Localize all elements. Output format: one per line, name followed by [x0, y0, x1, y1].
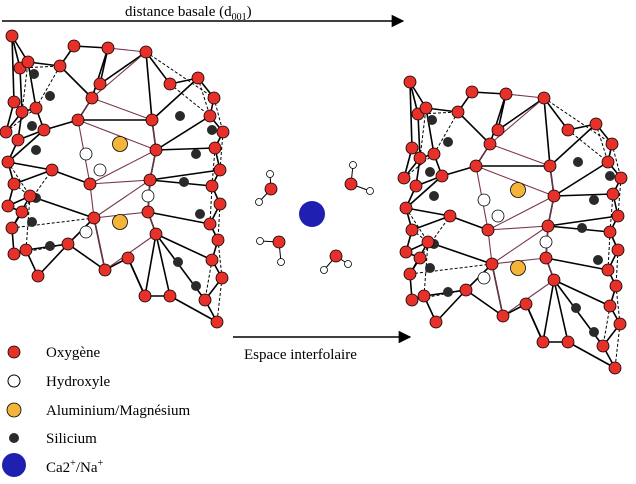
oxygen-atom [144, 174, 156, 186]
aluminium-magnesium-atom [511, 261, 526, 276]
bond-line [12, 218, 94, 228]
legend-item-calcium-sodium [2, 453, 103, 477]
interlayer-space-label: Espace interfolaire [244, 347, 357, 363]
oxygen-atom [548, 190, 560, 202]
legend-item-hydroxyl [8, 374, 110, 390]
silicon-atom [443, 137, 453, 147]
oxygen-atom [428, 148, 440, 160]
bond-line [36, 66, 60, 108]
oxygen-atom [146, 114, 158, 126]
oxygen-atom [406, 294, 418, 306]
legend-label-oxygen: Oxygène [46, 345, 101, 361]
bond-line [554, 280, 610, 306]
hydroxyl-atom [492, 210, 504, 222]
silicon-atom [175, 111, 185, 121]
aluminium-magnesium-atom [511, 183, 526, 198]
hydroxyl-atom [142, 190, 154, 202]
oxygen-atom [6, 222, 18, 234]
silicon-atom [589, 327, 599, 337]
clay-sheet-left [0, 30, 229, 328]
hydroxyl-atom [80, 226, 92, 238]
oxygen-atom [217, 126, 229, 138]
silicon-atom [191, 281, 201, 291]
silicon-atom [427, 115, 437, 125]
oxygen-atom [400, 202, 412, 214]
svg-text:Ca2+/Na+ [46, 458, 103, 476]
oxygen-atom [46, 164, 58, 176]
oxygen-atom [422, 236, 434, 248]
oxygen-dot-icon [8, 346, 20, 358]
oxygen-atom [544, 160, 556, 172]
oxygen-atom [418, 290, 430, 302]
interlayer-content [256, 162, 374, 274]
silicon-atom [589, 195, 599, 205]
silicon-atom [45, 91, 55, 101]
oxygen-atom [214, 198, 226, 210]
oxygen-atom [610, 280, 622, 292]
bond-line [170, 84, 210, 116]
legend-label-ion-sup1: + [70, 458, 76, 469]
oxygen-atom [208, 92, 220, 104]
oxygen-atom [460, 284, 472, 296]
silicon-atom [573, 157, 583, 167]
oxygen-atom [150, 144, 162, 156]
oxygen-atom [414, 252, 426, 264]
bond-line [8, 162, 52, 170]
bond-line [60, 66, 92, 98]
oxygen-atom [612, 244, 624, 256]
oxygen-atom [32, 270, 44, 282]
oxygen-atom [16, 106, 28, 118]
bond-line [554, 194, 613, 196]
silicon-atom [207, 125, 217, 135]
oxygen-atom [602, 156, 614, 168]
bond-line [146, 52, 214, 98]
oxygen-atom [204, 110, 216, 122]
bond-line [544, 98, 550, 166]
silicon-atom [429, 191, 439, 201]
oxygen-atom [602, 264, 614, 276]
silicon-atom [27, 217, 37, 227]
oxygen-atom [6, 30, 18, 42]
oxygen-atom [12, 134, 24, 146]
legend-label-ion-main: Ca2 [46, 460, 71, 476]
bond-line [406, 208, 450, 216]
oxygen-atom [68, 40, 80, 52]
oxygen-atom [597, 340, 609, 352]
hydroxyl-dot-icon [8, 375, 20, 387]
oxygen-atom [94, 78, 106, 90]
oxygen-atom [470, 160, 482, 172]
oxygen-atom [406, 224, 418, 236]
silicon-atom [29, 69, 39, 79]
oxygen-atom [102, 42, 114, 54]
bond-line [145, 234, 156, 296]
oxygen-atom [192, 72, 204, 84]
clay-sheet-right [398, 76, 627, 374]
legend-label-silicon: Silicium [46, 431, 97, 447]
oxygen-atom [404, 268, 416, 280]
hydroxyl-atom [80, 148, 92, 160]
bond-line [568, 130, 608, 162]
silicon-dot-icon [9, 433, 19, 443]
oxygen-atom [84, 178, 96, 190]
oxygen-atom [8, 178, 20, 190]
legend-label-hydroxyl: Hydroxyle [46, 374, 111, 390]
legend-label-ion-mid: /Na [75, 460, 98, 476]
oxygen-atom [486, 258, 498, 270]
legend-item-silicon [9, 431, 97, 447]
basal-distance-label: distance basale (d [125, 4, 232, 20]
oxygen-atom [140, 46, 152, 58]
silicon-atom [31, 145, 41, 155]
water-molecule [321, 250, 352, 274]
oxygen-atom [142, 206, 154, 218]
oxygen-atom [22, 56, 34, 68]
oxygen-atom [540, 252, 552, 264]
oxygen-atom [562, 124, 574, 136]
oxygen-atom [542, 220, 554, 232]
silicon-atom [571, 303, 581, 313]
oxygen-atom [54, 60, 66, 72]
bond-line [498, 98, 544, 130]
oxygen-atom [398, 172, 410, 184]
hydroxyl-atom [478, 194, 490, 206]
oxygen-atom [209, 142, 221, 154]
silicon-atom [45, 241, 55, 251]
oxygen-atom [164, 78, 176, 90]
oxygen-atom [537, 336, 549, 348]
oxygen-atom [410, 180, 422, 192]
oxygen-atom [604, 300, 616, 312]
interlayer-space-arrow [233, 337, 410, 363]
oxygen-atom [139, 290, 151, 302]
oxygen-atom [609, 362, 621, 374]
oxygen-atom [8, 96, 20, 108]
oxygen-atom [406, 142, 418, 154]
oxygen-atom [615, 172, 627, 184]
water-molecule [345, 162, 374, 195]
legend-item-aluminium-magnesium [7, 403, 190, 419]
oxygen-atom [452, 106, 464, 118]
bond-line [418, 114, 420, 158]
oxygen-atom [2, 156, 14, 168]
oxygen-atom [88, 212, 100, 224]
oxygen-atom [122, 252, 134, 264]
water-molecule [257, 236, 286, 266]
bond-line [68, 244, 105, 270]
aluminium-magnesium-atom [113, 137, 128, 152]
bond-line [156, 234, 212, 260]
legend-label-ion-sup2: + [97, 458, 104, 469]
bond-line [410, 264, 492, 274]
basal-distance-label-end: ) [246, 4, 252, 20]
oxygen-atom [420, 102, 432, 114]
silicon-atom [173, 257, 183, 267]
bond-line [466, 290, 503, 316]
silicon-atom [179, 177, 189, 187]
oxygen-atom [206, 254, 218, 266]
oxygen-atom [38, 124, 50, 136]
bond-line [90, 180, 150, 184]
silicon-atom [593, 255, 603, 265]
oxygen-atom [612, 210, 624, 222]
legend [2, 345, 190, 477]
water-molecule [256, 171, 278, 206]
bond-line [434, 112, 458, 154]
oxygen-atom [214, 164, 226, 176]
oxygen-atom [482, 224, 494, 236]
oxygen-atom [204, 218, 216, 230]
oxygen-atom [414, 152, 426, 164]
bond-line [554, 162, 608, 196]
oxygen-atom [607, 188, 619, 200]
oxygen-atom [30, 102, 42, 114]
legend-label-aluminium-magnesium: Aluminium/Magnésium [46, 403, 191, 419]
oxygen-atom [614, 318, 626, 330]
bond-line [100, 52, 146, 84]
bond-line [490, 144, 550, 166]
aluminium-magnesium-dot-icon [7, 403, 21, 417]
bond-line [544, 98, 612, 144]
bond-line [92, 98, 152, 120]
oxygen-atom [466, 86, 478, 98]
oxygen-atom [199, 294, 211, 306]
oxygen-atom [548, 274, 560, 286]
oxygen-atom [400, 246, 412, 258]
oxygen-atom [520, 298, 532, 310]
oxygen-atom [20, 244, 32, 256]
oxygen-atom [604, 226, 616, 238]
bond-line [94, 218, 105, 270]
oxygen-atom [562, 336, 574, 348]
oxygen-atom [497, 310, 509, 322]
bond-line [156, 116, 210, 150]
oxygen-atom [484, 138, 496, 150]
bond-line [458, 112, 490, 144]
oxygen-atom [404, 76, 416, 88]
oxygen-atom [62, 238, 74, 250]
silicon-atom [425, 263, 435, 273]
oxygen-atom [24, 190, 36, 202]
oxygen-atom [492, 124, 504, 136]
bond-line [20, 68, 22, 112]
oxygen-atom [72, 114, 84, 126]
svg-text:distance basale (d001) [125, 4, 252, 23]
calcium-sodium-ion [299, 201, 325, 227]
silicon-atom [443, 287, 453, 297]
oxygen-atom [538, 92, 550, 104]
bond-line [488, 226, 548, 230]
bond-line [543, 280, 554, 342]
oxygen-atom [16, 206, 28, 218]
bond-line [156, 148, 215, 150]
hydroxyl-atom [478, 272, 490, 284]
silicon-atom [191, 149, 201, 159]
oxygen-atom [211, 316, 223, 328]
oxygen-atom [164, 290, 176, 302]
calcium-sodium-ion-icon [2, 453, 26, 477]
oxygen-atom [590, 118, 602, 130]
oxygen-atom [444, 210, 456, 222]
oxygen-atom [206, 180, 218, 192]
oxygen-atom [436, 170, 448, 182]
oxygen-atom [2, 200, 14, 212]
oxygen-atom [500, 88, 512, 100]
hydroxyl-atom [94, 164, 106, 176]
hydroxyl-atom [540, 236, 552, 248]
oxygen-atom [216, 272, 228, 284]
oxygen-atom [0, 126, 12, 138]
silicon-atom [577, 223, 587, 233]
oxygen-atom [212, 234, 224, 246]
silicon-atom [27, 121, 37, 131]
oxygen-atom [86, 92, 98, 104]
bond-line [146, 52, 152, 120]
silicon-atom [195, 209, 205, 219]
oxygen-atom [8, 248, 20, 260]
basal-distance-subscript: 001 [231, 12, 247, 23]
aluminium-magnesium-atom [113, 215, 128, 230]
oxygen-atom [430, 316, 442, 328]
bond-line [492, 264, 503, 316]
basal-distance-arrow [2, 4, 403, 23]
oxygen-atom [606, 138, 618, 150]
silicon-atom [425, 167, 435, 177]
oxygen-atom [99, 264, 111, 276]
oxygen-atom [150, 228, 162, 240]
legend-item-oxygen [8, 345, 100, 361]
silicon-atom [605, 171, 615, 181]
